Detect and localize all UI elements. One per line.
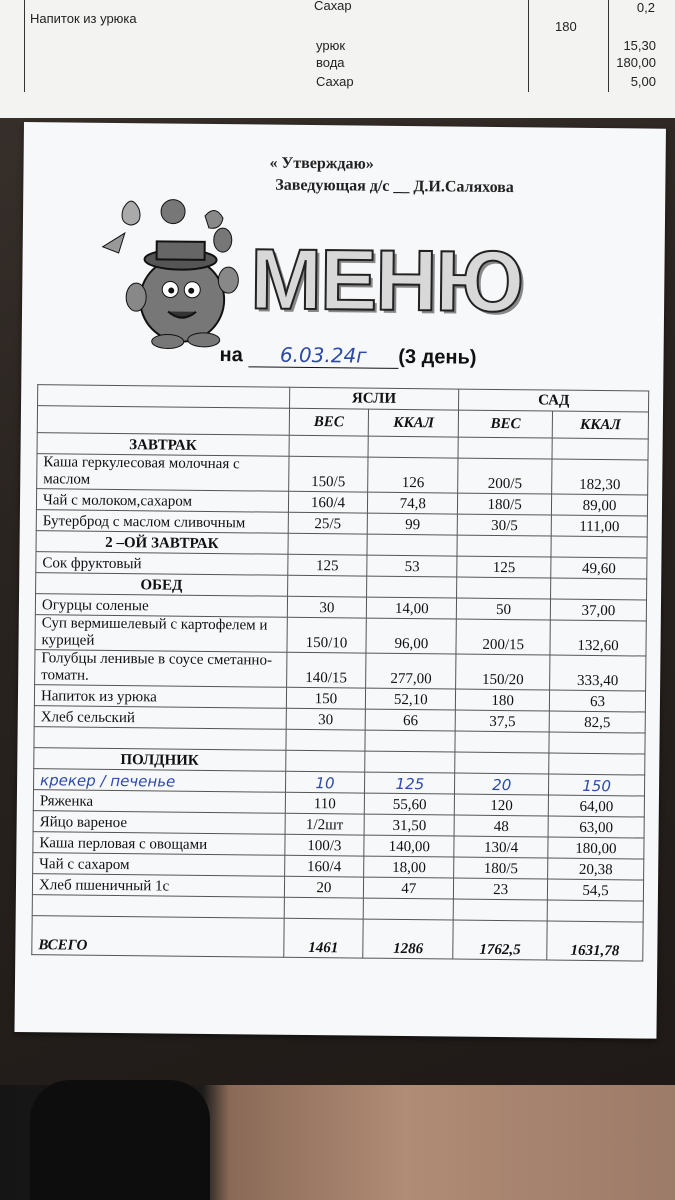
garden-kcal: 111,00 (551, 515, 647, 537)
garden-weight: 125 (457, 556, 551, 578)
nursery-kcal: 277,00 (366, 653, 456, 689)
menu-sheet (14, 122, 665, 1039)
nursery-weight: 20 (284, 876, 364, 898)
nursery-weight: 150 (286, 687, 366, 709)
nursery-weight: 150/5 (288, 456, 368, 492)
garden-kcal: 333,40 (550, 655, 646, 691)
top-row-item: Сахар (314, 0, 352, 13)
top-document-fragment (0, 0, 675, 118)
garden-weight: 120 (455, 794, 549, 816)
approval-line: « Утверждаю» (269, 154, 374, 173)
weight-header: ВЕС (289, 408, 369, 436)
garden-kcal: 54,5 (547, 879, 643, 901)
nursery-kcal: 31,50 (364, 814, 454, 836)
nursery-kcal: 125 (365, 772, 455, 794)
nursery-kcal: 96,00 (366, 618, 456, 654)
garden-kcal: 63 (549, 690, 645, 712)
nursery-weight: 160/4 (288, 491, 368, 513)
garden-weight: 200/5 (458, 458, 552, 494)
nursery-weight: 100/3 (284, 834, 364, 856)
total-garden-weight: 1762,5 (453, 920, 547, 960)
section-title: 2 –ОЙ ЗАВТРАК (36, 531, 288, 555)
dish-name: Суп вермишелевый с картофелем и курицей (35, 615, 287, 653)
garden-kcal: 180,00 (548, 837, 644, 859)
garden-weight: 23 (454, 878, 548, 900)
top-row-name: Напиток из урюка (30, 11, 137, 26)
table-border (528, 0, 529, 92)
kcal-header: ККАЛ (369, 409, 459, 437)
total-garden-kcal: 1631,78 (547, 921, 643, 961)
garden-kcal: 82,5 (549, 711, 645, 733)
nursery-header: ЯСЛИ (289, 387, 459, 410)
nursery-weight: 30 (286, 708, 366, 730)
section-title: ПОЛДНИК (34, 748, 286, 772)
garden-kcal: 89,00 (552, 494, 648, 516)
garden-weight: 180 (456, 689, 550, 711)
garden-kcal: 49,60 (551, 557, 647, 579)
nursery-weight: 30 (287, 596, 367, 618)
dish-name: Хлеб пшеничный 1с (32, 874, 284, 898)
nursery-kcal: 126 (368, 457, 458, 493)
table-border (24, 0, 25, 92)
garden-weight: 50 (457, 598, 551, 620)
top-row-value: 0,2 (636, 0, 655, 15)
nursery-weight: 160/4 (284, 855, 364, 877)
garden-weight: 30/5 (457, 514, 551, 536)
top-row-item: урюк (316, 38, 346, 53)
garden-weight: 130/4 (454, 836, 548, 858)
top-row-item: вода (316, 55, 345, 70)
top-row-value: 5,00 (630, 74, 656, 89)
chair-silhouette (30, 1080, 210, 1200)
dish-name: крекер / печенье (34, 769, 286, 793)
date-line (219, 342, 476, 370)
garden-kcal: 63,00 (548, 816, 644, 838)
garden-weight: 200/15 (456, 619, 550, 655)
garden-weight: 180/5 (454, 857, 548, 879)
nursery-kcal: 99 (368, 513, 458, 535)
total-nursery-weight: 1461 (283, 918, 363, 958)
nursery-weight: 140/15 (286, 652, 366, 688)
nursery-kcal: 55,60 (365, 793, 455, 815)
nursery-kcal: 52,10 (366, 688, 456, 710)
dish-name: Голубцы ленивые в соусе сметанно-томатн. (35, 650, 287, 688)
dish-name: Огурцы соленые (35, 594, 287, 618)
garden-kcal: 37,00 (550, 599, 646, 621)
nursery-kcal: 18,00 (364, 856, 454, 878)
section-title: ОБЕД (36, 573, 288, 597)
top-row-value: 180,00 (616, 55, 656, 70)
total-row (32, 916, 643, 961)
section-title: ЗАВТРАК (37, 433, 289, 457)
dish-name: Каша геркулесовая молочная с маслом (37, 454, 289, 492)
date-prefix: на (219, 344, 243, 367)
garden-weight: 37,5 (455, 710, 549, 732)
menu-title: МЕНЮ (249, 231, 523, 331)
director-line: Заведующая д/с __ Д.И.Саляхова (275, 176, 514, 197)
nursery-weight: 25/5 (288, 512, 368, 534)
handwritten-date: 6.03.24г (248, 342, 398, 369)
garden-weight: 48 (454, 815, 548, 837)
mascot-illustration (72, 189, 244, 351)
table-header-cell (37, 406, 289, 436)
nursery-weight: 1/2шт (285, 813, 365, 835)
top-row-item: Сахар (316, 74, 354, 89)
nursery-kcal: 53 (367, 555, 457, 577)
dish-name: Сок фруктовый (36, 552, 288, 576)
garden-kcal: 132,60 (550, 620, 646, 656)
day-label: (3 день) (398, 345, 477, 369)
dish-name: Каша перловая с овощами (33, 832, 285, 856)
kcal-header: ККАЛ (552, 411, 648, 439)
dish-name: Ряженка (33, 790, 285, 814)
nursery-weight: 10 (285, 771, 365, 793)
dish-name: Напиток из урюка (34, 685, 286, 709)
dish-name: Чай с молоком,сахаром (36, 489, 288, 513)
nursery-kcal: 74,8 (368, 492, 458, 514)
garden-kcal: 20,38 (548, 858, 644, 880)
weight-header: ВЕС (458, 410, 552, 438)
total-label: ВСЕГО (32, 916, 284, 958)
garden-kcal: 64,00 (548, 795, 644, 817)
nursery-kcal: 66 (366, 709, 456, 731)
top-row-weight: 180 (555, 19, 577, 34)
table-header-cell (38, 385, 290, 409)
total-nursery-kcal: 1286 (363, 919, 453, 959)
dish-name: Чай с сахаром (33, 853, 285, 877)
nursery-weight: 150/10 (286, 617, 366, 653)
garden-kcal: 182,30 (552, 459, 648, 495)
nursery-weight: 110 (285, 792, 365, 814)
garden-weight: 20 (455, 773, 549, 795)
nursery-kcal: 47 (364, 877, 454, 899)
dish-name: Хлеб сельский (34, 706, 286, 730)
garden-weight: 180/5 (458, 493, 552, 515)
garden-kcal: 150 (549, 774, 645, 796)
dish-name: Яйцо вареное (33, 811, 285, 835)
nursery-weight: 125 (287, 554, 367, 576)
garden-weight: 150/20 (456, 654, 550, 690)
top-row-value: 15,30 (623, 38, 656, 53)
garden-header: САД (459, 389, 649, 412)
nursery-kcal: 140,00 (364, 835, 454, 857)
dish-name: Бутерброд с маслом сливочным (36, 510, 288, 534)
nursery-kcal: 14,00 (367, 597, 457, 619)
menu-table (31, 384, 649, 961)
